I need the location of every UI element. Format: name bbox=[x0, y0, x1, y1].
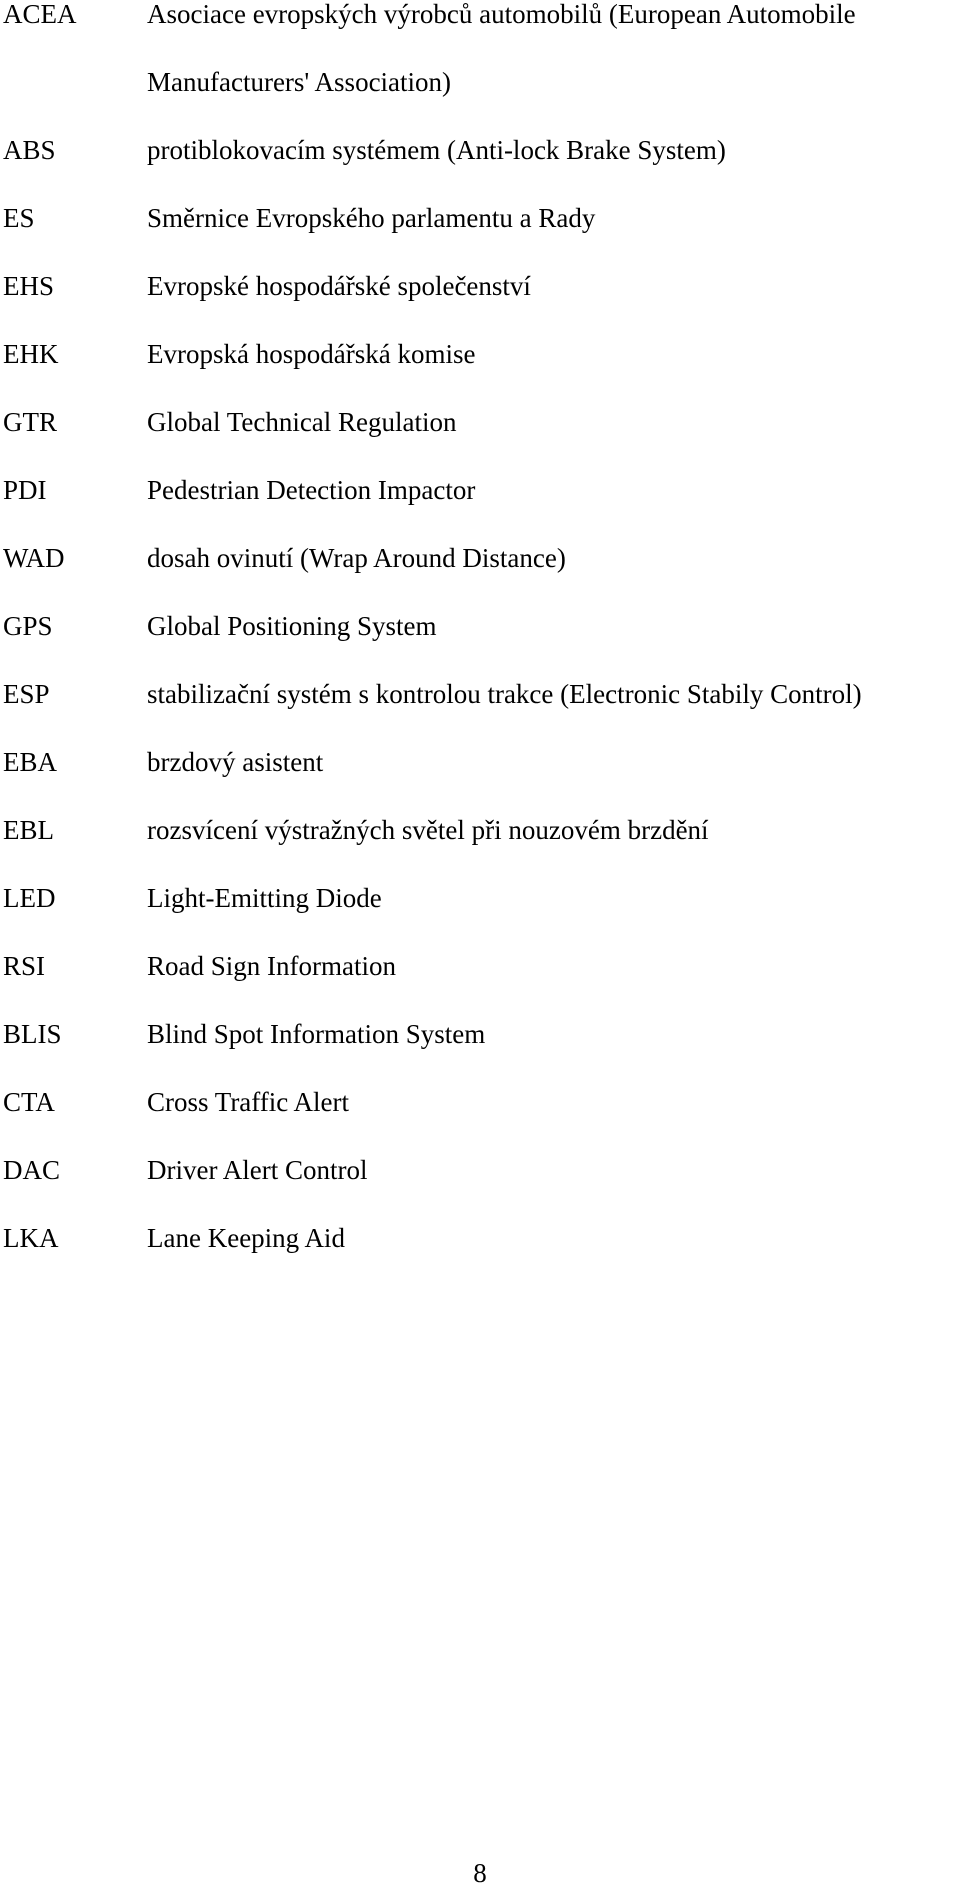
abbreviation-description bbox=[147, 1085, 959, 1119]
abbreviation-row bbox=[0, 1153, 960, 1187]
description-line: Pedestrian Detection Impactor bbox=[147, 475, 476, 505]
description-line: Asociace evropských výrobců automobilů (European Automobile bbox=[147, 0, 856, 29]
abbreviation-row bbox=[0, 269, 960, 303]
abbreviation-term: ACEA bbox=[3, 0, 77, 29]
description-line: Blind Spot Information System bbox=[147, 1019, 486, 1049]
abbreviation-term: ES bbox=[3, 203, 35, 233]
abbreviation-row bbox=[0, 609, 960, 643]
abbreviation-term: EHK bbox=[3, 339, 59, 369]
abbreviation-description bbox=[147, 609, 959, 643]
abbreviation-row bbox=[0, 677, 960, 711]
description-line: Evropské hospodářské společenství bbox=[147, 271, 531, 301]
abbreviation-description bbox=[147, 745, 959, 779]
description-line: Lane Keeping Aid bbox=[147, 1223, 345, 1253]
abbreviation-row bbox=[0, 0, 960, 99]
abbreviation-description bbox=[147, 677, 959, 711]
abbreviation-term: GPS bbox=[3, 611, 53, 641]
description-line: Global Technical Regulation bbox=[147, 407, 457, 437]
description-line: Cross Traffic Alert bbox=[147, 1087, 350, 1117]
abbreviation-row bbox=[0, 405, 960, 439]
description-line: Road Sign Information bbox=[147, 951, 396, 981]
abbreviation-row bbox=[0, 881, 960, 915]
abbreviation-description bbox=[147, 269, 959, 303]
abbreviation-term: BLIS bbox=[3, 1019, 62, 1049]
abbreviation-row bbox=[0, 1017, 960, 1051]
description-line: Light-Emitting Diode bbox=[147, 883, 382, 913]
description-line: Směrnice Evropského parlamentu a Rady bbox=[147, 203, 596, 233]
description-line: Manufacturers' Association) bbox=[147, 67, 452, 97]
abbreviation-description bbox=[147, 133, 959, 167]
abbreviation-description bbox=[147, 1153, 959, 1187]
abbreviation-description bbox=[147, 337, 959, 371]
abbreviation-term: LKA bbox=[3, 1223, 59, 1253]
abbreviation-row bbox=[0, 813, 960, 847]
description-line: dosah ovinutí (Wrap Around Distance) bbox=[147, 543, 566, 573]
description-line: brzdový asistent bbox=[147, 747, 324, 777]
abbreviation-term: EHS bbox=[3, 271, 55, 301]
abbreviation-term: PDI bbox=[3, 475, 47, 505]
description-line: Evropská hospodářská komise bbox=[147, 339, 476, 369]
abbreviation-row bbox=[0, 1085, 960, 1119]
abbreviation-description bbox=[147, 473, 959, 507]
abbreviation-description bbox=[147, 949, 959, 983]
abbreviation-term: ABS bbox=[3, 135, 56, 165]
page-number: 8 bbox=[473, 1858, 487, 1888]
abbreviation-term: LED bbox=[3, 883, 56, 913]
abbreviation-term: WAD bbox=[3, 543, 65, 573]
description-line: Global Positioning System bbox=[147, 611, 437, 641]
description-line: Driver Alert Control bbox=[147, 1155, 368, 1185]
abbreviation-term: DAC bbox=[3, 1155, 61, 1185]
abbreviation-row bbox=[0, 473, 960, 507]
abbreviation-row bbox=[0, 337, 960, 371]
abbreviation-description bbox=[147, 541, 959, 575]
abbreviation-description bbox=[147, 1221, 959, 1255]
abbreviation-term: EBA bbox=[3, 747, 57, 777]
abbreviation-term: EBL bbox=[3, 815, 54, 845]
abbreviation-row bbox=[0, 1221, 960, 1255]
abbreviation-description bbox=[147, 1017, 959, 1051]
abbreviation-description bbox=[147, 201, 959, 235]
abbreviation-description bbox=[147, 813, 959, 847]
abbreviation-row bbox=[0, 133, 960, 167]
abbreviation-term: ESP bbox=[3, 679, 50, 709]
abbreviation-description bbox=[147, 405, 959, 439]
abbreviation-term: GTR bbox=[3, 407, 57, 437]
abbreviation-term: CTA bbox=[3, 1087, 55, 1117]
abbreviation-row bbox=[0, 949, 960, 983]
description-line: stabilizační systém s kontrolou trakce (Electronic Stabily Control) bbox=[147, 679, 862, 709]
abbreviation-row bbox=[0, 201, 960, 235]
description-line: rozsvícení výstražných světel při nouzovém brzdění bbox=[147, 815, 709, 845]
description-line: protiblokovacím systémem (Anti-lock Brake System) bbox=[147, 135, 726, 165]
abbreviation-term: RSI bbox=[3, 951, 46, 981]
abbreviation-description bbox=[147, 881, 959, 915]
abbreviation-row bbox=[0, 745, 960, 779]
abbreviation-row bbox=[0, 541, 960, 575]
abbreviation-description bbox=[147, 0, 959, 99]
